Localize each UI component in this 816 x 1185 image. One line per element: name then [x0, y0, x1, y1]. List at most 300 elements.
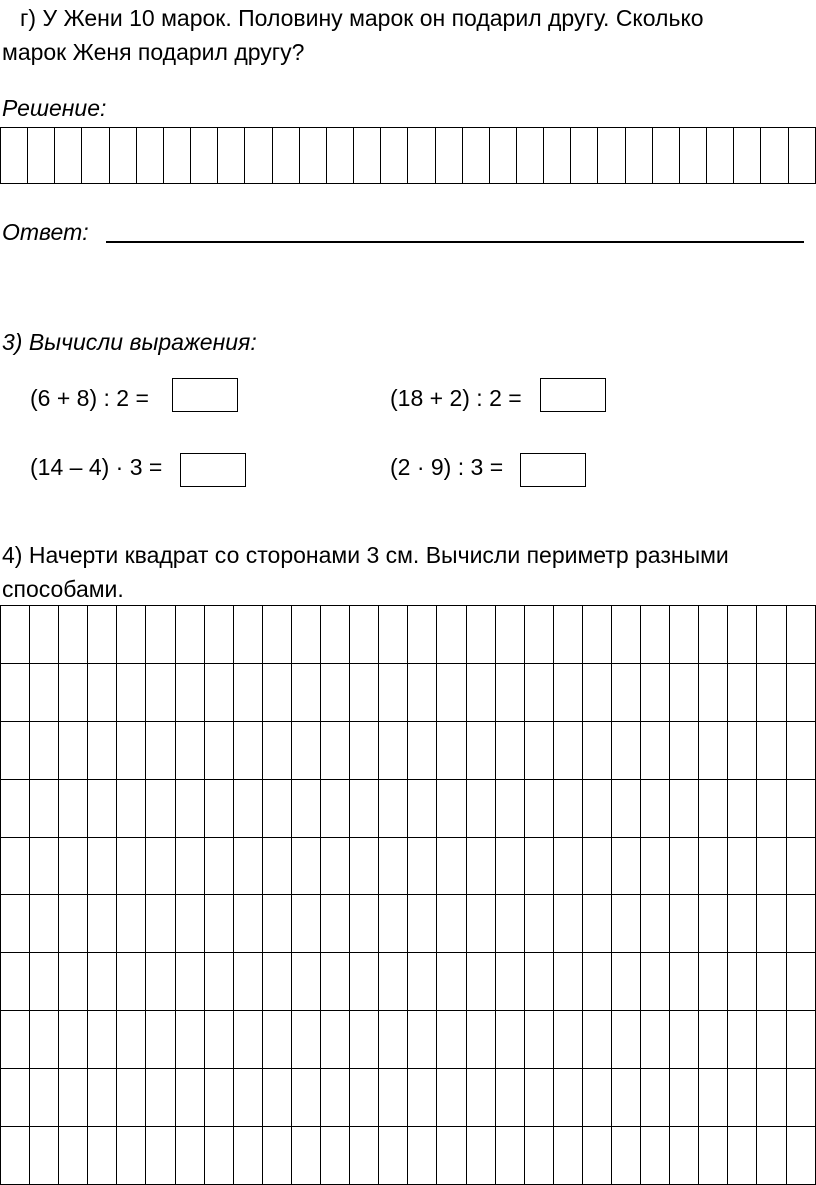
grid-cell[interactable] — [524, 1069, 553, 1127]
grid-cell[interactable] — [641, 895, 670, 953]
grid-cell[interactable] — [641, 721, 670, 779]
grid-cell[interactable] — [1, 1011, 30, 1069]
grid-cell[interactable] — [136, 128, 163, 184]
grid-cell[interactable] — [191, 128, 218, 184]
grid-cell[interactable] — [262, 606, 291, 664]
grid-cell[interactable] — [582, 606, 611, 664]
grid-cell[interactable] — [544, 128, 571, 184]
grid-cell[interactable] — [175, 953, 204, 1011]
grid-cell[interactable] — [1, 837, 30, 895]
grid-cell[interactable] — [88, 953, 117, 1011]
grid-cell[interactable] — [30, 663, 59, 721]
grid-cell[interactable] — [233, 606, 262, 664]
grid-cell[interactable] — [786, 1069, 815, 1127]
grid-cell[interactable] — [321, 779, 350, 837]
grid-cell[interactable] — [1, 895, 30, 953]
grid-cell[interactable] — [262, 1127, 291, 1185]
grid-cell[interactable] — [233, 1127, 262, 1185]
grid-cell[interactable] — [408, 779, 437, 837]
grid-cell[interactable] — [728, 1069, 757, 1127]
grid-cell[interactable] — [707, 128, 734, 184]
grid-cell[interactable] — [321, 721, 350, 779]
answer-box-2[interactable] — [540, 378, 606, 412]
grid-cell[interactable] — [757, 1069, 786, 1127]
grid-cell[interactable] — [291, 663, 320, 721]
grid-cell[interactable] — [175, 1127, 204, 1185]
grid-cell[interactable] — [233, 721, 262, 779]
grid-cell[interactable] — [408, 606, 437, 664]
grid-cell[interactable] — [408, 1069, 437, 1127]
grid-cell[interactable] — [354, 128, 381, 184]
grid-cell[interactable] — [262, 837, 291, 895]
grid-cell[interactable] — [437, 721, 466, 779]
grid-cell[interactable] — [553, 953, 582, 1011]
grid-cell[interactable] — [175, 1069, 204, 1127]
grid-cell[interactable] — [495, 895, 524, 953]
grid-cell[interactable] — [670, 837, 699, 895]
drawing-grid[interactable] — [0, 605, 816, 1185]
grid-cell[interactable] — [728, 895, 757, 953]
grid-cell[interactable] — [262, 953, 291, 1011]
grid-cell[interactable] — [30, 1127, 59, 1185]
grid-cell[interactable] — [117, 663, 146, 721]
grid-cell[interactable] — [379, 606, 408, 664]
grid-cell[interactable] — [204, 721, 233, 779]
grid-cell[interactable] — [524, 1011, 553, 1069]
grid-cell[interactable] — [786, 1127, 815, 1185]
grid-cell[interactable] — [146, 1069, 175, 1127]
grid-cell[interactable] — [204, 663, 233, 721]
grid-cell[interactable] — [88, 1127, 117, 1185]
grid-cell[interactable] — [379, 779, 408, 837]
grid-cell[interactable] — [350, 837, 379, 895]
grid-cell[interactable] — [699, 1011, 728, 1069]
grid-cell[interactable] — [670, 953, 699, 1011]
grid-cell[interactable] — [786, 895, 815, 953]
grid-cell[interactable] — [379, 721, 408, 779]
grid-cell[interactable] — [611, 1069, 640, 1127]
grid-cell[interactable] — [582, 721, 611, 779]
grid-cell[interactable] — [670, 1069, 699, 1127]
grid-cell[interactable] — [734, 128, 761, 184]
grid-cell[interactable] — [88, 721, 117, 779]
answer-box-3[interactable] — [180, 453, 246, 487]
grid-cell[interactable] — [146, 953, 175, 1011]
grid-cell[interactable] — [699, 837, 728, 895]
grid-cell[interactable] — [321, 1011, 350, 1069]
grid-cell[interactable] — [30, 721, 59, 779]
grid-cell[interactable] — [757, 837, 786, 895]
grid-cell[interactable] — [757, 1127, 786, 1185]
grid-cell[interactable] — [728, 721, 757, 779]
grid-cell[interactable] — [146, 663, 175, 721]
grid-cell[interactable] — [146, 1011, 175, 1069]
grid-cell[interactable] — [495, 1011, 524, 1069]
grid-cell[interactable] — [495, 953, 524, 1011]
grid-cell[interactable] — [582, 837, 611, 895]
grid-cell[interactable] — [379, 663, 408, 721]
grid-cell[interactable] — [641, 606, 670, 664]
grid-cell[interactable] — [88, 663, 117, 721]
grid-cell[interactable] — [350, 779, 379, 837]
grid-cell[interactable] — [350, 895, 379, 953]
grid-cell[interactable] — [233, 1011, 262, 1069]
grid-cell[interactable] — [1, 1069, 30, 1127]
grid-cell[interactable] — [350, 606, 379, 664]
grid-cell[interactable] — [641, 953, 670, 1011]
grid-cell[interactable] — [761, 128, 788, 184]
grid-cell[interactable] — [553, 663, 582, 721]
grid-cell[interactable] — [204, 953, 233, 1011]
grid-cell[interactable] — [611, 606, 640, 664]
grid-cell[interactable] — [59, 1011, 88, 1069]
grid-cell[interactable] — [379, 895, 408, 953]
grid-cell[interactable] — [524, 663, 553, 721]
grid-cell[interactable] — [495, 837, 524, 895]
grid-cell[interactable] — [326, 128, 353, 184]
grid-cell[interactable] — [408, 1127, 437, 1185]
grid-cell[interactable] — [88, 606, 117, 664]
grid-cell[interactable] — [757, 606, 786, 664]
grid-cell[interactable] — [699, 895, 728, 953]
grid-cell[interactable] — [437, 779, 466, 837]
grid-cell[interactable] — [489, 128, 516, 184]
grid-cell[interactable] — [728, 779, 757, 837]
grid-cell[interactable] — [437, 1011, 466, 1069]
grid-cell[interactable] — [728, 663, 757, 721]
grid-cell[interactable] — [466, 1069, 495, 1127]
grid-cell[interactable] — [462, 128, 489, 184]
grid-cell[interactable] — [670, 721, 699, 779]
grid-cell[interactable] — [117, 721, 146, 779]
grid-cell[interactable] — [699, 779, 728, 837]
grid-cell[interactable] — [553, 895, 582, 953]
grid-cell[interactable] — [204, 1127, 233, 1185]
answer-box-1[interactable] — [172, 378, 238, 412]
grid-cell[interactable] — [146, 721, 175, 779]
grid-cell[interactable] — [291, 1011, 320, 1069]
grid-cell[interactable] — [82, 128, 109, 184]
grid-cell[interactable] — [30, 1069, 59, 1127]
grid-cell[interactable] — [553, 1069, 582, 1127]
grid-cell[interactable] — [728, 953, 757, 1011]
grid-cell[interactable] — [437, 606, 466, 664]
grid-cell[interactable] — [117, 1069, 146, 1127]
grid-cell[interactable] — [524, 953, 553, 1011]
grid-cell[interactable] — [466, 895, 495, 953]
grid-cell[interactable] — [117, 779, 146, 837]
grid-cell[interactable] — [291, 721, 320, 779]
grid-cell[interactable] — [408, 128, 435, 184]
grid-cell[interactable] — [1, 606, 30, 664]
grid-cell[interactable] — [1, 953, 30, 1011]
grid-cell[interactable] — [272, 128, 299, 184]
grid-cell[interactable] — [117, 606, 146, 664]
grid-cell[interactable] — [204, 837, 233, 895]
grid-cell[interactable] — [757, 663, 786, 721]
grid-cell[interactable] — [582, 779, 611, 837]
grid-cell[interactable] — [350, 953, 379, 1011]
grid-cell[interactable] — [582, 663, 611, 721]
grid-cell[interactable] — [571, 128, 598, 184]
grid-cell[interactable] — [59, 721, 88, 779]
grid-cell[interactable] — [699, 721, 728, 779]
grid-cell[interactable] — [495, 606, 524, 664]
grid-cell[interactable] — [379, 1069, 408, 1127]
grid-cell[interactable] — [59, 953, 88, 1011]
grid-cell[interactable] — [553, 1011, 582, 1069]
grid-cell[interactable] — [291, 1069, 320, 1127]
grid-cell[interactable] — [670, 779, 699, 837]
grid-cell[interactable] — [204, 1011, 233, 1069]
grid-cell[interactable] — [524, 1127, 553, 1185]
grid-cell[interactable] — [611, 721, 640, 779]
grid-cell[interactable] — [670, 1127, 699, 1185]
grid-cell[interactable] — [291, 953, 320, 1011]
grid-cell[interactable] — [524, 837, 553, 895]
grid-cell[interactable] — [699, 1069, 728, 1127]
grid-cell[interactable] — [786, 953, 815, 1011]
grid-cell[interactable] — [59, 663, 88, 721]
grid-cell[interactable] — [582, 953, 611, 1011]
solution-grid[interactable] — [0, 127, 816, 184]
grid-cell[interactable] — [757, 1011, 786, 1069]
grid-cell[interactable] — [88, 1011, 117, 1069]
grid-cell[interactable] — [350, 1011, 379, 1069]
grid-cell[interactable] — [611, 1011, 640, 1069]
grid-cell[interactable] — [408, 895, 437, 953]
grid-cell[interactable] — [611, 663, 640, 721]
grid-cell[interactable] — [757, 779, 786, 837]
grid-cell[interactable] — [728, 1127, 757, 1185]
grid-cell[interactable] — [350, 663, 379, 721]
grid-cell[interactable] — [1, 779, 30, 837]
grid-cell[interactable] — [233, 837, 262, 895]
grid-cell[interactable] — [699, 606, 728, 664]
grid-cell[interactable] — [146, 1127, 175, 1185]
grid-cell[interactable] — [146, 895, 175, 953]
grid-cell[interactable] — [262, 895, 291, 953]
grid-cell[interactable] — [611, 895, 640, 953]
grid-cell[interactable] — [175, 663, 204, 721]
grid-cell[interactable] — [59, 837, 88, 895]
grid-cell[interactable] — [582, 895, 611, 953]
grid-cell[interactable] — [553, 1127, 582, 1185]
grid-cell[interactable] — [350, 1069, 379, 1127]
grid-cell[interactable] — [117, 1011, 146, 1069]
grid-cell[interactable] — [641, 779, 670, 837]
grid-cell[interactable] — [466, 1127, 495, 1185]
grid-cell[interactable] — [437, 663, 466, 721]
grid-cell[interactable] — [30, 837, 59, 895]
grid-cell[interactable] — [641, 1127, 670, 1185]
grid-cell[interactable] — [611, 1127, 640, 1185]
grid-cell[interactable] — [30, 779, 59, 837]
grid-cell[interactable] — [786, 837, 815, 895]
answer-box-4[interactable] — [520, 453, 586, 487]
grid-cell[interactable] — [204, 779, 233, 837]
grid-cell[interactable] — [218, 128, 245, 184]
grid-cell[interactable] — [437, 837, 466, 895]
grid-cell[interactable] — [728, 837, 757, 895]
grid-cell[interactable] — [408, 1011, 437, 1069]
grid-cell[interactable] — [408, 721, 437, 779]
grid-cell[interactable] — [553, 779, 582, 837]
grid-cell[interactable] — [582, 1069, 611, 1127]
grid-cell[interactable] — [786, 779, 815, 837]
grid-cell[interactable] — [321, 837, 350, 895]
grid-cell[interactable] — [59, 1127, 88, 1185]
grid-cell[interactable] — [291, 779, 320, 837]
grid-cell[interactable] — [1, 128, 28, 184]
grid-cell[interactable] — [1, 1127, 30, 1185]
grid-cell[interactable] — [598, 128, 625, 184]
grid-cell[interactable] — [291, 606, 320, 664]
grid-cell[interactable] — [516, 128, 543, 184]
grid-cell[interactable] — [88, 779, 117, 837]
grid-cell[interactable] — [408, 837, 437, 895]
grid-cell[interactable] — [233, 779, 262, 837]
grid-cell[interactable] — [699, 1127, 728, 1185]
grid-cell[interactable] — [117, 895, 146, 953]
grid-cell[interactable] — [379, 1011, 408, 1069]
grid-cell[interactable] — [699, 663, 728, 721]
grid-cell[interactable] — [379, 953, 408, 1011]
grid-cell[interactable] — [88, 837, 117, 895]
grid-cell[interactable] — [59, 779, 88, 837]
grid-cell[interactable] — [204, 895, 233, 953]
grid-cell[interactable] — [553, 837, 582, 895]
grid-cell[interactable] — [553, 721, 582, 779]
grid-cell[interactable] — [262, 1069, 291, 1127]
grid-cell[interactable] — [652, 128, 679, 184]
grid-cell[interactable] — [728, 1011, 757, 1069]
answer-line[interactable] — [106, 241, 804, 243]
grid-cell[interactable] — [321, 663, 350, 721]
grid-cell[interactable] — [379, 1127, 408, 1185]
grid-cell[interactable] — [495, 721, 524, 779]
grid-cell[interactable] — [679, 128, 706, 184]
grid-cell[interactable] — [466, 721, 495, 779]
grid-cell[interactable] — [291, 1127, 320, 1185]
grid-cell[interactable] — [30, 953, 59, 1011]
grid-cell[interactable] — [175, 1011, 204, 1069]
grid-cell[interactable] — [788, 128, 815, 184]
grid-cell[interactable] — [175, 895, 204, 953]
grid-cell[interactable] — [670, 606, 699, 664]
grid-cell[interactable] — [466, 779, 495, 837]
grid-cell[interactable] — [163, 128, 190, 184]
grid-cell[interactable] — [88, 895, 117, 953]
grid-cell[interactable] — [146, 779, 175, 837]
grid-cell[interactable] — [524, 779, 553, 837]
grid-cell[interactable] — [379, 837, 408, 895]
grid-cell[interactable] — [262, 663, 291, 721]
grid-cell[interactable] — [233, 663, 262, 721]
grid-cell[interactable] — [786, 663, 815, 721]
grid-cell[interactable] — [641, 1069, 670, 1127]
grid-cell[interactable] — [88, 1069, 117, 1127]
grid-cell[interactable] — [233, 953, 262, 1011]
grid-cell[interactable] — [437, 1127, 466, 1185]
grid-cell[interactable] — [175, 837, 204, 895]
grid-cell[interactable] — [350, 1127, 379, 1185]
grid-cell[interactable] — [437, 1069, 466, 1127]
grid-cell[interactable] — [204, 1069, 233, 1127]
grid-cell[interactable] — [466, 606, 495, 664]
grid-cell[interactable] — [204, 606, 233, 664]
grid-cell[interactable] — [670, 1011, 699, 1069]
grid-cell[interactable] — [495, 779, 524, 837]
grid-cell[interactable] — [495, 1127, 524, 1185]
grid-cell[interactable] — [175, 779, 204, 837]
grid-cell[interactable] — [641, 837, 670, 895]
grid-cell[interactable] — [321, 1069, 350, 1127]
grid-cell[interactable] — [786, 606, 815, 664]
grid-cell[interactable] — [291, 895, 320, 953]
grid-cell[interactable] — [524, 606, 553, 664]
grid-cell[interactable] — [59, 895, 88, 953]
grid-cell[interactable] — [641, 663, 670, 721]
grid-cell[interactable] — [611, 953, 640, 1011]
grid-cell[interactable] — [466, 1011, 495, 1069]
grid-cell[interactable] — [757, 895, 786, 953]
grid-cell[interactable] — [437, 953, 466, 1011]
grid-cell[interactable] — [262, 721, 291, 779]
grid-cell[interactable] — [1, 721, 30, 779]
grid-cell[interactable] — [524, 895, 553, 953]
grid-cell[interactable] — [495, 663, 524, 721]
grid-cell[interactable] — [757, 721, 786, 779]
grid-cell[interactable] — [262, 1011, 291, 1069]
grid-cell[interactable] — [728, 606, 757, 664]
grid-cell[interactable] — [55, 128, 82, 184]
grid-cell[interactable] — [262, 779, 291, 837]
grid-cell[interactable] — [28, 128, 55, 184]
grid-cell[interactable] — [466, 953, 495, 1011]
grid-cell[interactable] — [233, 895, 262, 953]
grid-cell[interactable] — [582, 1011, 611, 1069]
grid-cell[interactable] — [30, 895, 59, 953]
grid-cell[interactable] — [381, 128, 408, 184]
grid-cell[interactable] — [611, 837, 640, 895]
grid-cell[interactable] — [146, 837, 175, 895]
grid-cell[interactable] — [299, 128, 326, 184]
grid-cell[interactable] — [321, 1127, 350, 1185]
grid-cell[interactable] — [175, 721, 204, 779]
grid-cell[interactable] — [582, 1127, 611, 1185]
grid-cell[interactable] — [30, 1011, 59, 1069]
grid-cell[interactable] — [109, 128, 136, 184]
grid-cell[interactable] — [524, 721, 553, 779]
grid-cell[interactable] — [495, 1069, 524, 1127]
grid-cell[interactable] — [30, 606, 59, 664]
grid-cell[interactable] — [321, 606, 350, 664]
grid-cell[interactable] — [786, 1011, 815, 1069]
grid-cell[interactable] — [117, 1127, 146, 1185]
grid-cell[interactable] — [146, 606, 175, 664]
grid-cell[interactable] — [117, 837, 146, 895]
grid-cell[interactable] — [786, 721, 815, 779]
grid-cell[interactable] — [408, 663, 437, 721]
grid-cell[interactable] — [670, 895, 699, 953]
grid-cell[interactable] — [611, 779, 640, 837]
grid-cell[interactable] — [466, 663, 495, 721]
grid-cell[interactable] — [699, 953, 728, 1011]
grid-cell[interactable] — [245, 128, 272, 184]
grid-cell[interactable] — [757, 953, 786, 1011]
grid-cell[interactable] — [321, 895, 350, 953]
